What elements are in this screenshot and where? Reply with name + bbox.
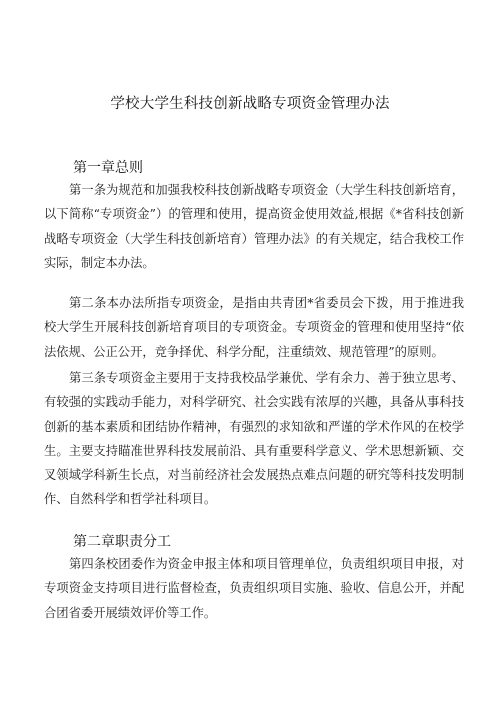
chapter-heading-2: 第二章职责分工 <box>73 534 171 550</box>
article-2-paragraph: 第二条本办法所指专项资金，是指由共青团*省委员会下拨，用于推进我校大学生开展科技创新培育项目的专项资金。专项资金的管理和使用坚持“依法依规、公正公开，竞争择优、科学分配，注重绩效、规范管理”的原则。 <box>44 296 464 359</box>
article-3-paragraph: 第三条专项资金主要用于支持我校品学兼优、学有余力、善于独立思考、有较强的实践动手能力，对科学研究、社会实践有浓厚的兴趣，具备从事科技创新的基本素质和团结协作精神，有强烈的求知欲和严谨的学术作风的在校学生。主要支持瞄准世界科技发展前沿、具有重要科学意义、学术思想新颖、交叉领域学科新生长点，对当前经济社会发展热点难点问题的研究等科技发明制作、自然科学和哲学社科项目。 <box>44 371 464 507</box>
document-title: 学校大学生科技创新战略专项资金管理办法 <box>110 96 390 112</box>
chapter-heading-1: 第一章总则 <box>73 160 143 176</box>
article-1-paragraph: 第一条为规范和加强我校科技创新战略专项资金（大学生科技创新培育，以下简称“专项资金”）的管理和使用，提高资金使用效益,根据《*省科技创新战略专项资金（大学生科技创新培育）管理办法》的有关规定，结合我校工作实际，制定本办法。 <box>44 183 464 270</box>
article-4-paragraph: 第四条校团委作为资金申报主体和项目管理单位，负责组织项目申报，对专项资金支持项目进行监督检查，负责组织项目实施、验收、信息公开，并配合团省委开展绩效评价等工作。 <box>44 557 464 620</box>
